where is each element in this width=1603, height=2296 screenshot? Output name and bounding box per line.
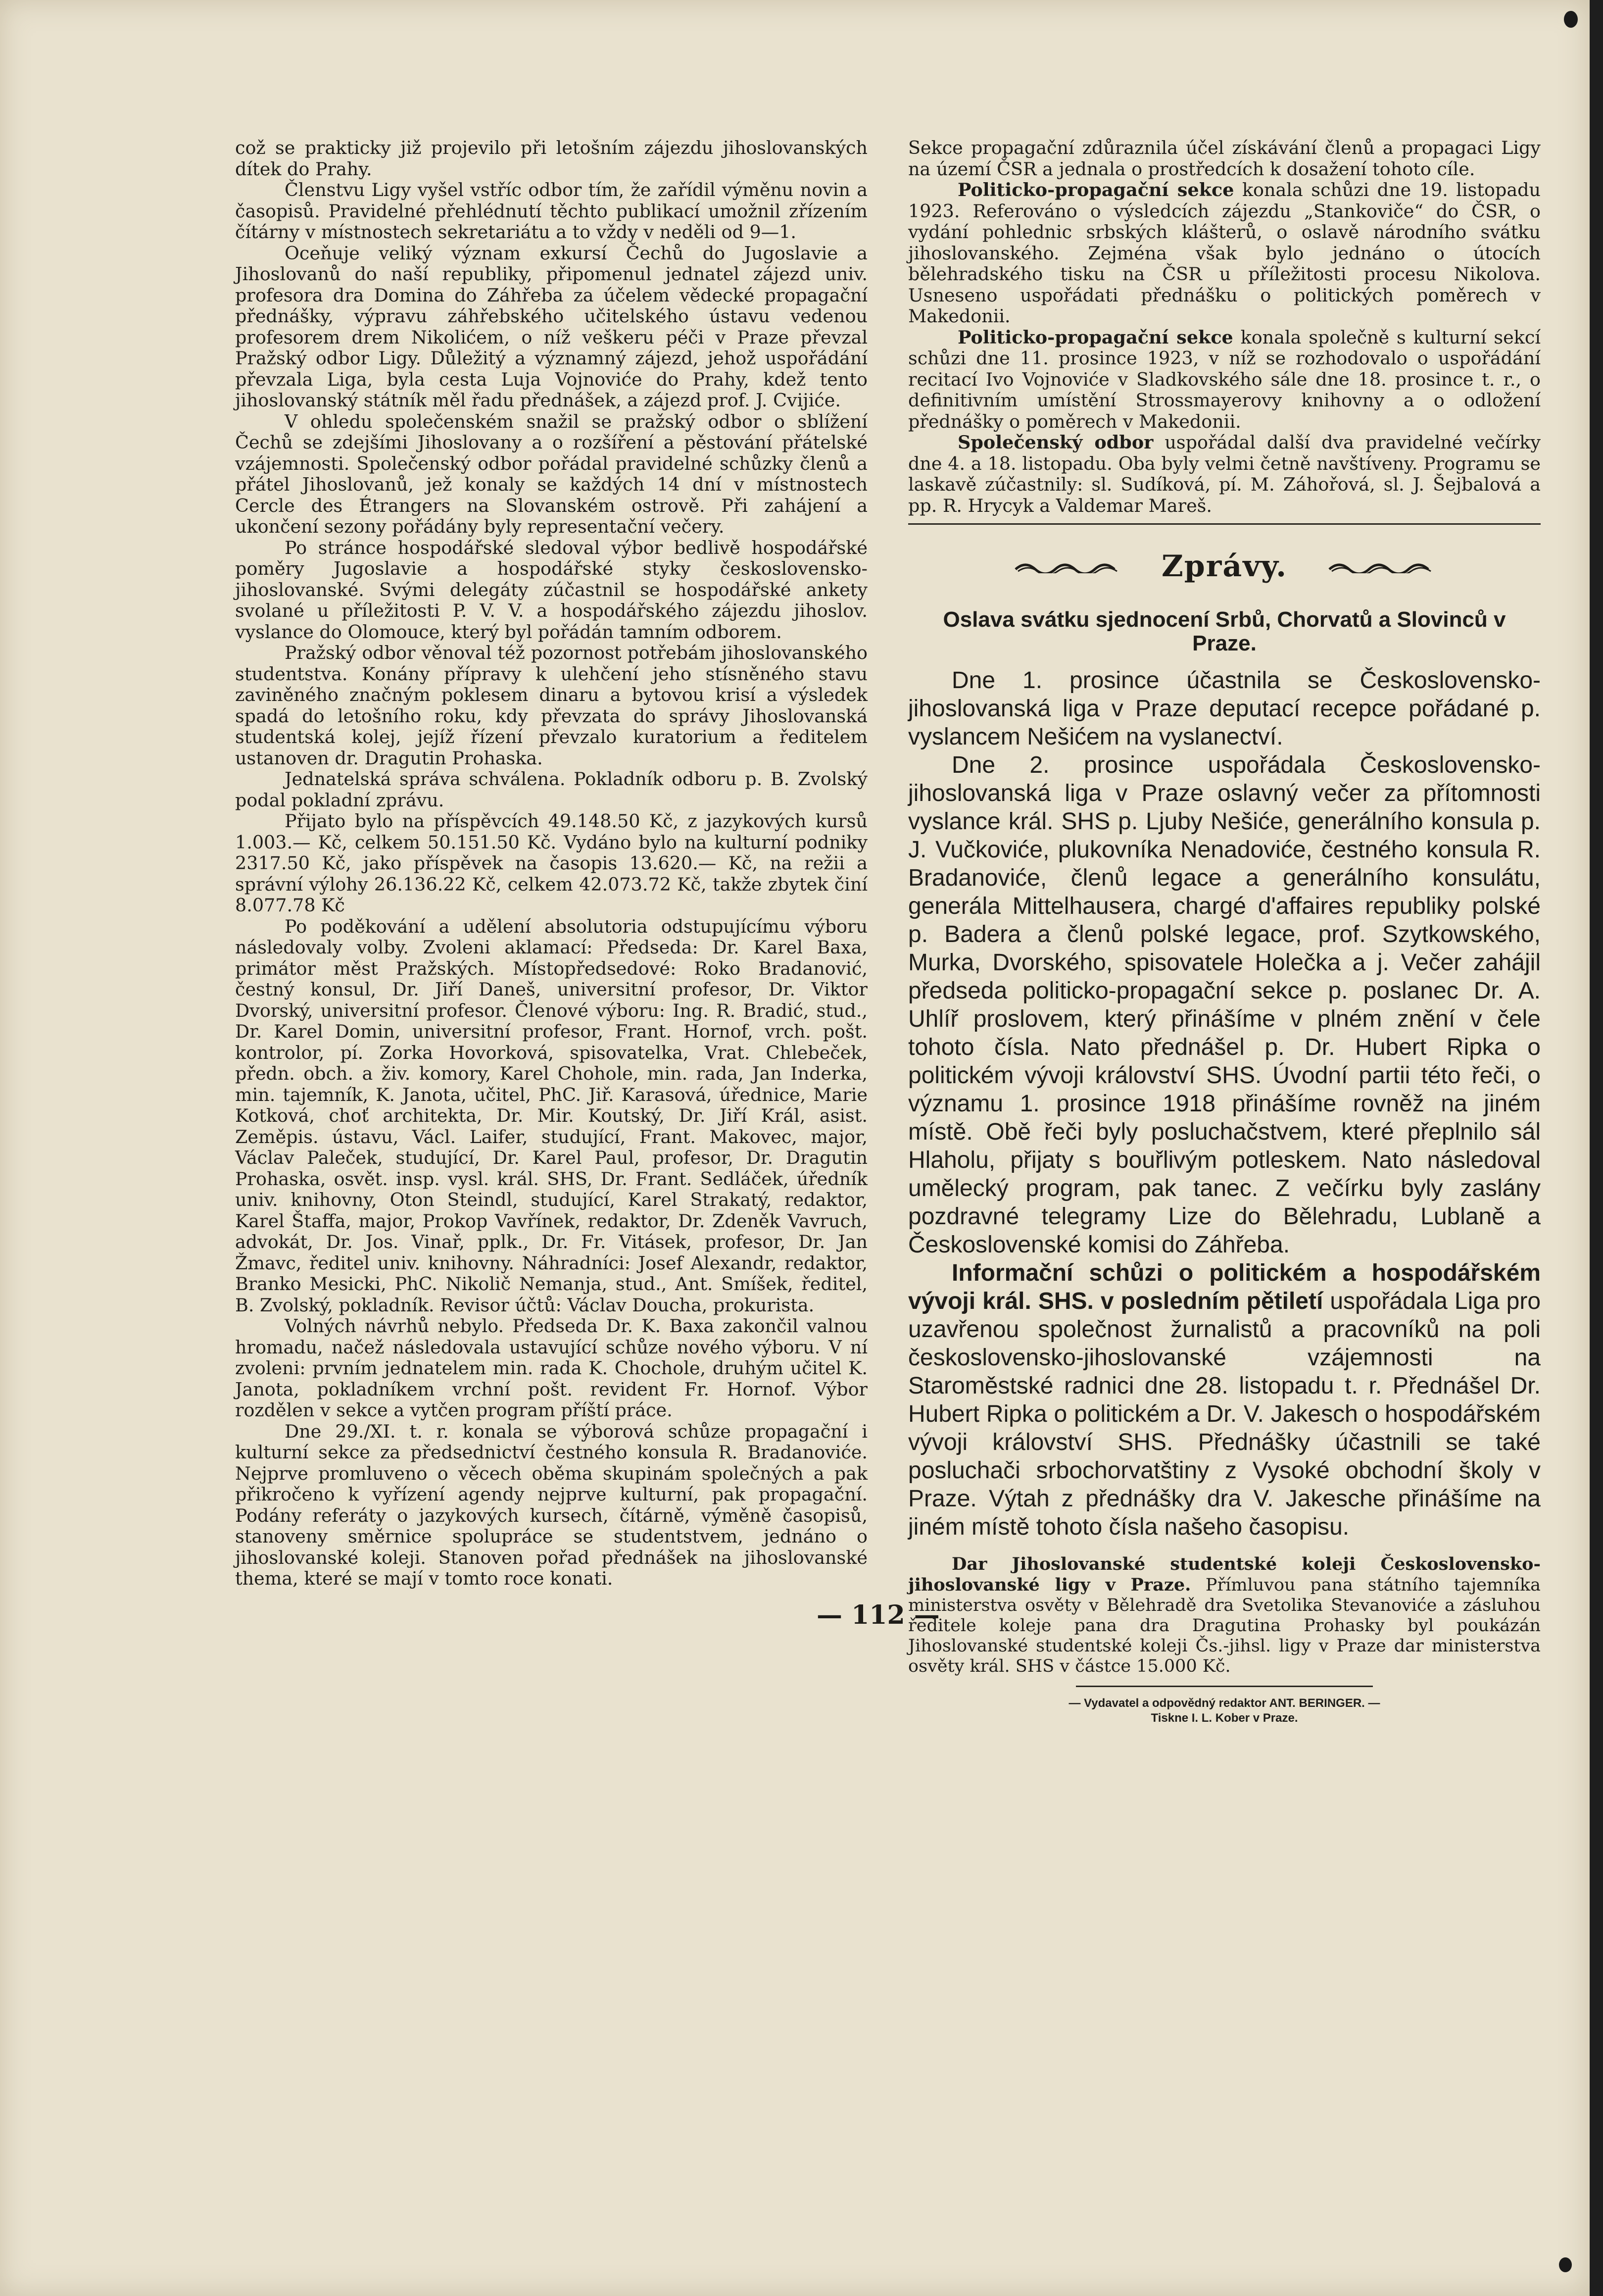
paragraph: Dne 1. prosince účastnila se Československo-jihoslovanská liga v Praze deputací recepce pořádané p. vyslancem Nešićem na vyslanectví. — [908, 667, 1541, 750]
paragraph: Společenský odbor uspořádal další dva pravidelné večírky dne 4. a 18. listopadu. Oba byly velmi četně navštíveny. Programu se laskavě zúčastnily: sl. Sudíková, pí. M. Záhořová, sl. J. Šejbalová a pp. R. Hrycyk a Valdemar Mareš. — [908, 432, 1541, 516]
paragraph: Pražský odbor věnoval též pozornost potřebám jihoslovanského studentstva. Konány přípravy k ulehčení jeho stísněného stavu zaviněného značným poklesem dinaru a bytovou krisí a výsledek spadá do letošního roku, kdy převzata do správy Jihoslovanská studentská kolej, jejíž řízení převzalo kuratorium a ředitelem ustanoven dr. Dragutin Prohaska. — [235, 642, 868, 769]
left-column — [235, 138, 868, 1590]
section-title: Zprávy. — [1162, 549, 1287, 584]
paragraph: Členstvu Ligy vyšel vstříc odbor tím, že zařídil výměnu novin a časopisů. Pravidelné přehlédnutí těchto publikací umožnil zřízením čítárny v místnostech sekretariátu a to vždy v neděli od 9—1. — [235, 179, 868, 243]
paragraph: Po stránce hospodářské sledoval výbor bedlivě hospodářské poměry Jugoslavie a hospodářské styky československo-jihoslovanské. Svými delegáty zúčastnil se hospodářské ankety svolané u příležitosti P. V. V. a hospodářského zájezdu jihoslov. vyslance do Olomouce, který byl pořádán tamním odborem. — [235, 537, 868, 643]
paragraph: Po poděkování a udělení absolutoria odstupujícímu výboru následovaly volby. Zvoleni aklamací: Předseda: Dr. Karel Baxa, primátor měst Pražských. Místopředsedové: Roko Bradanović, čestný konsul, Dr. Jiří Daneš, universitní profesor, Dr. Viktor Dvorský, universitní profesor. Členové výboru: Ing. R. Bradić, stud., Dr. Karel Domin, universitní profesor, Frant. Hornof, vrch. pošt. kontrolor, pí. Zorka Hovorková, spisovatelka, Vrat. Chlebeček, předn. obch. a živ. komory, Karel Chohole, min. rada, Jan Inderka, min. tajemník, K. Janota, učitel, PhC. Jiř. Karasová, úřednice, Marie Kotková, choť architekta, Dr. Mir. Koutský, Dr. Jiří Král, asist. Zeměpis. ústavu, Václ. Laifer, studující, Frant. Makovec, major, Václav Paleček, studující, Dr. Karel Paul, profesor, Dr. Dragutin Prohaska, osvět. insp. vysl. král. SHS, Dr. Frant. Sedláček, úředník univ. knihovny, Oton Steindl, studující, Karel Strakatý, redaktor, Karel Štaffa, major, Prokop Vavřínek, redaktor, Dr. Zdeněk Vavruch, advokát, Dr. Jos. Vinař, pplk., Dr. Fr. Vitásek, profesor, Dr. Jan Žmavc, ředitel univ. knihovny. Náhradníci: Josef Alexandr, redaktor, Branko Mesicki, PhC. Nikolič Nemanja, stud., Ant. Smíšek, ředitel, B. Zvolský, pokladník. Revisor účtů: Václav Doucha, prokurista. — [235, 915, 868, 1316]
page-number: — 112 — — [817, 1600, 940, 1630]
info-lead: Informační schůzi o politickém a hospodářském vývoji král. SHS. v posledním pětiletí — [908, 1260, 1541, 1314]
dar-lead: Dar Jihoslovanské studentské koleji Československo-jihoslovanské ligy v Praze. — [908, 1554, 1541, 1595]
news-headline: Oslava svátku sjednocení Srbů, Chorvatů a Slovinců v Praze. — [943, 607, 1506, 655]
paragraph: Politicko-propagační sekce konala společně s kulturní sekcí schůzi dne 11. prosince 1923, v níž se rozhodovalo o uspořádání recitací Ivo Vojnoviće v Sladkovského sále dne 18. prosince t. r., o definitivním umístění Strossmayerovy knihovny a o odložení přednášky o poměrech v Makedonii. — [908, 326, 1541, 432]
printer-line: Tiskne I. L. Kober v Praze. — [1151, 1711, 1298, 1725]
publisher-line: — Vydavatel a odpovědný redaktor ANT. BERINGER. — — [1069, 1697, 1380, 1710]
paragraph: Dne 29./XI. t. r. konala se výborová schůze propagační i kulturní sekce za předsednictví čestného konsula R. Bradanoviće. Nejprve promluveno o věcech oběma skupinám společných a pak přikročeno k vyřízení agendy nejprve kulturní, pak propagační. Podány referáty o jazykových kursech, čítárně, výměně časopisů, stanoveny směrnice spolupráce se studentstvem, jednáno o jihoslovanské koleji. Stanoven pořad přednášek na jihoslovanské thema, které se mají v tomto roce konati. — [235, 1420, 868, 1589]
scan-mark — [1559, 2257, 1572, 2272]
dar-body: Přímluvou pana státního tajemníka ministerstva osvěty v Bělehradě dra Svetolika Stevanoviće a zásluhou ředitele koleje pana dra Dragutina Prohasky byl poukázán Jihoslovanské studentské koleji Čs.-jihsl. ligy v Praze dar ministerstva osvěty král. SHS v částce 15.000 Kč. — [908, 1575, 1541, 1676]
right-column — [908, 138, 1541, 1726]
paragraph: Přijato bylo na příspěvcích 49.148.50 Kč, z jazykových kursů 1.003.— Kč, celkem 50.151.50 Kč. Vydáno bylo na kulturní podniky 2317.50 Kč, jako příspěvek na časopis 13.620.— Kč, na režii a správní výlohy 26.136.22 Kč, celkem 42.073.72 Kč, takže zbytek činí 8.077.78 Kč — [235, 810, 868, 916]
section-header — [908, 550, 1541, 582]
paragraph: což se prakticky již projevilo při letošním zájezdu jihoslovanských dítek do Prahy. — [235, 137, 868, 180]
news-body — [908, 666, 1541, 1541]
ornament-right-icon — [1327, 559, 1436, 573]
paragraph — [908, 1259, 1541, 1541]
paragraph: Volných návrhů nebylo. Předseda Dr. K. Baxa zakončil valnou hromadu, načež následovala ustavující schůze nového výboru. V ní zvoleni: prvním jednatelem min. rada K. Chochole, druhým učitel K. Janota, pokladníkem vrchní pošt. revident Fr. Hornof. Výbor rozdělen v sekce a vytčen program příští práce. — [235, 1315, 868, 1421]
paragraph: Dne 2. prosince uspořádala Československo-jihoslovanská liga v Praze oslavný večer za přítomnosti vyslance král. SHS p. Ljuby Nešiće, generálního konsula p. J. Vučkoviće, plukovníka Nenadoviće, čestného konsula R. Bradanoviće, členů legace a generálního konsulátu, generála Mittelhausera, chargé d'affaires republiky polské p. Badera a členů polské legace, prof. Szytkowského, Murka, Dvorského, spisovatele Holečka a j. Večer zahájil předseda politicko-propagační sekce p. poslanec Dr. A. Uhlíř proslovem, který přinášíme v plném znění v čele tohoto čísla. Nato přednášel p. Dr. Hubert Ripka o politickém vývoji království SHS. Úvodní partii této řeči, o významu 1. prosince 1918 přinášíme rovněž na jiném místě. Obě řeči byly posluchačstvem, které přeplnilo sál Hlaholu, přijaty s bouřlivým potleskem. Nato následoval umělecký program, pak tanec. Z večírku byly zaslány pozdravné telegramy Lize do Bělehradu, Lublaně a Československé komisi do Záhřeba. — [908, 752, 1541, 1258]
info-body: uspořádala Liga pro uzavřenou společnost žurnalistů a pracovníků na poli československo-jihoslovanské vzájemnosti na Staroměstské radnici dne 28. listopadu t. r. Přednášel Dr. Hubert Ripka o politickém a Dr. V. Jakesch o hospodářském vývoji království SHS. Přednášky účastnili se také posluchači srbochorvatštiny z Vysoké obchodní školy v Praze. Výtah z přednášky dra V. Jakesche přinášíme na jiném místě tohoto čísla našeho časopisu. — [908, 1288, 1541, 1540]
footer-divider — [1076, 1686, 1373, 1687]
section-lead: Politicko-propagační sekce — [958, 179, 1234, 200]
dar-notice — [908, 1554, 1541, 1677]
paragraph: Oceňuje veliký význam exkursí Čechů do Jugoslavie a Jihoslovanů do naší republiky, připomenul jednatel zájezd univ. profesora dra Domina do Záhřeba za účelem vědecké propagační přednášky, výpravu záhřebského učitelského ústavu vedenou profesorem drem Nikolićem, o níž veškeru péči v Praze převzal Pražský odbor Ligy. Důležitý a významný zájezd, jehož uspořádání převzala Liga, byla cesta Luja Vojnoviće do Prahy, kdež tento jihoslovanský státník měl řadu přednášek, a zájezd prof. J. Cvijiće. — [235, 242, 868, 411]
ornament-left-icon — [1013, 559, 1122, 573]
section-divider — [908, 523, 1541, 525]
paragraph: Politicko-propagační sekce konala schůzi dne 19. listopadu 1923. Referováno o výsledcích zájezdu „Stankoviče“ do ČSR, o vydání pohlednic srbských klášterů, o oslavě národního svátku jihoslovanského. Zejména však bylo jednáno o útocích bělehradského tisku na ČSR u příležitosti procesu Nikolova. Usneseno uspořádati přednášku o politických poměrech v Makedonii. — [908, 179, 1541, 327]
scan-mark — [1564, 11, 1578, 28]
paragraph: V ohledu společenském snažil se pražský odbor o sblížení Čechů se zdejšími Jihoslovany a o rozšíření a pěstování přátelské vzájemnosti. Společenský odbor pořádal pravidelné schůzky členů a přátel Jihoslovanů, jež konaly se každých 14 dní v místnostech Cercle des Étrangers na Slovanském ostrově. Při zahájení a ukončení sezony pořádány byly representační večery. — [235, 410, 868, 537]
section-lead: Politicko-propagační sekce — [958, 326, 1233, 348]
paragraph: Jednatelská správa schválena. Pokladník odboru p. B. Zvolský podal pokladní zprávu. — [235, 768, 868, 811]
paragraph: Sekce propagační zdůraznila účel získávání členů a propagaci Ligy na území ČSR a jednala o prostředcích k dosažení tohoto cíle. — [908, 137, 1541, 180]
scan-edge — [1590, 0, 1603, 2296]
section-lead: Společenský odbor — [958, 432, 1154, 453]
paragraph — [908, 1554, 1541, 1677]
